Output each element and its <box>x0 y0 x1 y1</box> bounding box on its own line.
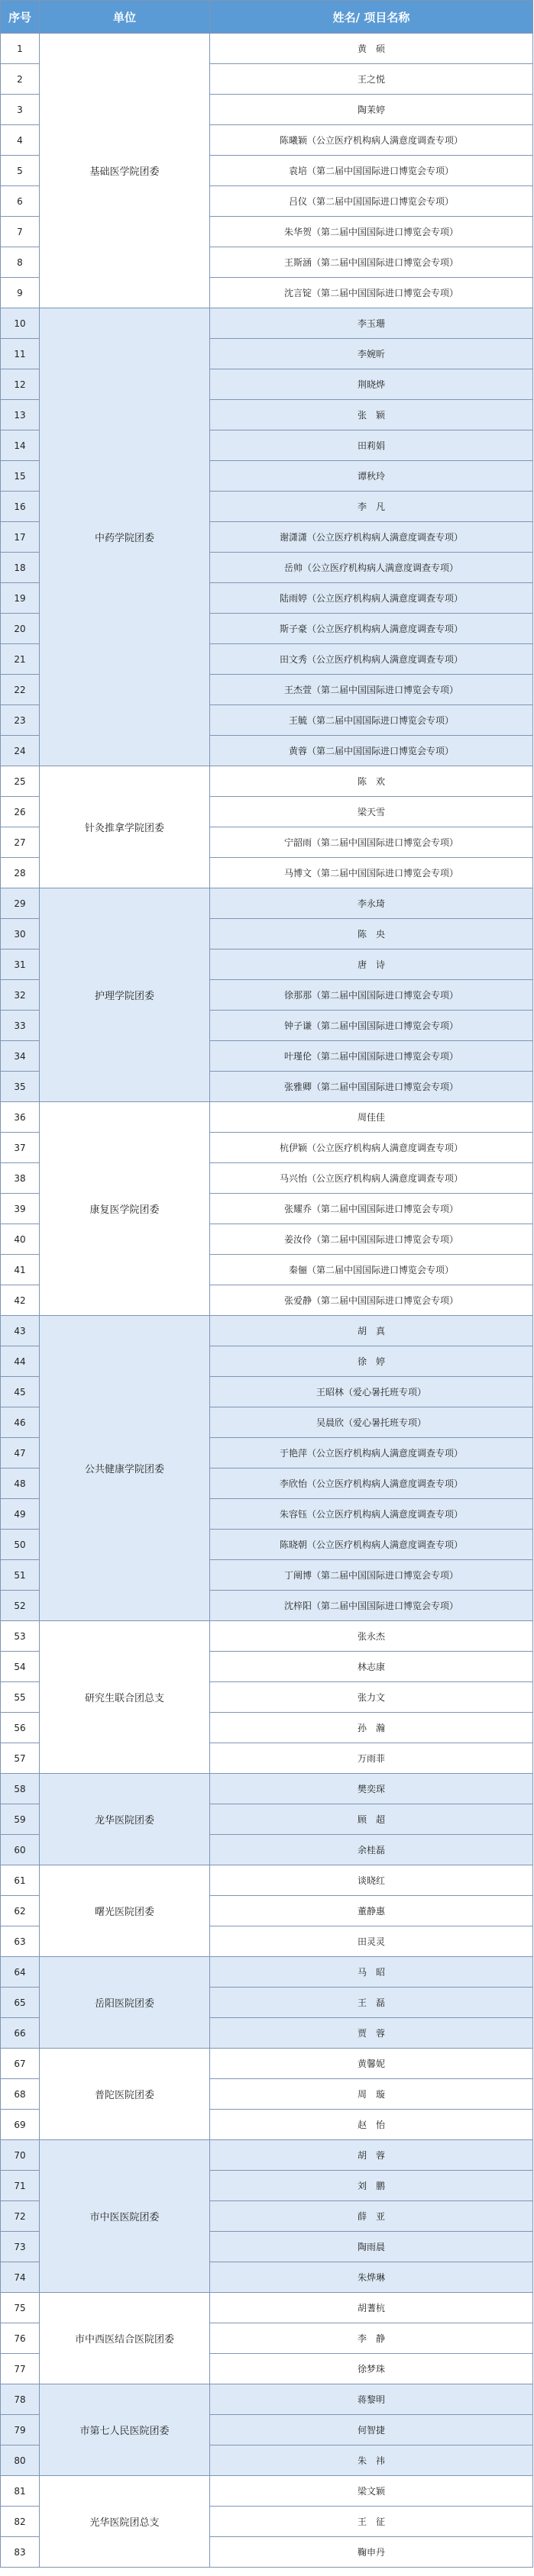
unit-cell: 康复医学院团委 <box>40 1102 210 1316</box>
name-cell: 陶雨晨 <box>210 2232 533 2262</box>
name-cell: 张 颖 <box>210 400 533 430</box>
serial-number-cell: 83 <box>1 2537 40 2568</box>
unit-cell: 市中西医结合医院团委 <box>40 2293 210 2384</box>
serial-number-cell: 8 <box>1 247 40 278</box>
serial-number-cell: 80 <box>1 2445 40 2476</box>
header-unit: 单位 <box>40 1 210 34</box>
serial-number-cell: 25 <box>1 766 40 797</box>
name-cell: 王毓（第二届中国国际进口博览会专项） <box>210 705 533 736</box>
name-cell: 黄蓉（第二届中国国际进口博览会专项） <box>210 736 533 766</box>
name-cell: 李永琦 <box>210 888 533 919</box>
table-body <box>1 34 533 2568</box>
name-cell: 陆雨婷（公立医疗机构病人满意度调查专项） <box>210 583 533 614</box>
header-name-project: 姓名/ 项目名称 <box>210 1 533 34</box>
header-serial-number: 序号 <box>1 1 40 34</box>
table-row <box>1 2293 533 2323</box>
serial-number-cell: 69 <box>1 2110 40 2140</box>
name-cell: 吴晨欣（爱心暑托班专项） <box>210 1407 533 1438</box>
name-cell: 樊奕琛 <box>210 1774 533 1804</box>
serial-number-cell: 34 <box>1 1041 40 1072</box>
name-cell: 黄 硕 <box>210 34 533 64</box>
name-cell: 袁培（第二届中国国际进口博览会专项） <box>210 156 533 186</box>
serial-number-cell: 64 <box>1 1957 40 1988</box>
table-row <box>1 1102 533 1133</box>
name-cell: 何智捷 <box>210 2415 533 2445</box>
table-row <box>1 1957 533 1988</box>
table-row <box>1 1865 533 1896</box>
serial-number-cell: 70 <box>1 2140 40 2171</box>
serial-number-cell: 26 <box>1 797 40 827</box>
serial-number-cell: 61 <box>1 1865 40 1896</box>
serial-number-cell: 22 <box>1 675 40 705</box>
name-cell: 蒋黎明 <box>210 2384 533 2415</box>
serial-number-cell: 27 <box>1 827 40 858</box>
name-cell: 张力文 <box>210 1682 533 1713</box>
serial-number-cell: 43 <box>1 1316 40 1346</box>
unit-cell: 针灸推拿学院团委 <box>40 766 210 888</box>
name-cell: 贾 蓉 <box>210 2018 533 2049</box>
serial-number-cell: 78 <box>1 2384 40 2415</box>
name-cell: 徐那那（第二届中国国际进口博览会专项） <box>210 980 533 1011</box>
serial-number-cell: 67 <box>1 2049 40 2079</box>
name-cell: 宁韶雨（第二届中国国际进口博览会专项） <box>210 827 533 858</box>
name-cell: 荆晓烨 <box>210 369 533 400</box>
table-header-row <box>1 1 533 34</box>
serial-number-cell: 14 <box>1 430 40 461</box>
name-cell: 谢潇潇（公立医疗机构病人满意度调查专项） <box>210 522 533 553</box>
name-cell: 马兴怡（公立医疗机构病人满意度调查专项） <box>210 1163 533 1194</box>
name-cell: 张耀乔（第二届中国国际进口博览会专项） <box>210 1194 533 1224</box>
serial-number-cell: 12 <box>1 369 40 400</box>
name-cell: 丁阐博（第二届中国国际进口博览会专项） <box>210 1560 533 1591</box>
name-cell: 胡蓍杭 <box>210 2293 533 2323</box>
serial-number-cell: 53 <box>1 1621 40 1652</box>
name-cell: 王 征 <box>210 2507 533 2537</box>
serial-number-cell: 33 <box>1 1011 40 1041</box>
serial-number-cell: 23 <box>1 705 40 736</box>
serial-number-cell: 60 <box>1 1835 40 1865</box>
serial-number-cell: 28 <box>1 858 40 888</box>
name-cell: 谭秋玲 <box>210 461 533 492</box>
name-cell: 王 磊 <box>210 1988 533 2018</box>
serial-number-cell: 24 <box>1 736 40 766</box>
name-cell: 马 昭 <box>210 1957 533 1988</box>
name-cell: 田灵灵 <box>210 1926 533 1957</box>
serial-number-cell: 36 <box>1 1102 40 1133</box>
serial-number-cell: 57 <box>1 1743 40 1774</box>
name-cell: 田莉娟 <box>210 430 533 461</box>
name-cell: 朱容钰（公立医疗机构病人满意度调查专项） <box>210 1499 533 1530</box>
name-cell: 董静惠 <box>210 1896 533 1926</box>
serial-number-cell: 55 <box>1 1682 40 1713</box>
table-row <box>1 1774 533 1804</box>
serial-number-cell: 52 <box>1 1591 40 1621</box>
name-cell: 陈 央 <box>210 919 533 949</box>
name-cell: 唐 诗 <box>210 949 533 980</box>
name-cell: 陶茉婷 <box>210 95 533 125</box>
name-cell: 薛 亚 <box>210 2201 533 2232</box>
unit-cell: 市第七人民医院团委 <box>40 2384 210 2476</box>
serial-number-cell: 4 <box>1 125 40 156</box>
serial-number-cell: 49 <box>1 1499 40 1530</box>
unit-cell: 公共健康学院团委 <box>40 1316 210 1621</box>
name-cell: 叶瑾伦（第二届中国国际进口博览会专项） <box>210 1041 533 1072</box>
unit-cell: 普陀医院团委 <box>40 2049 210 2140</box>
name-cell: 张雅卿（第二届中国国际进口博览会专项） <box>210 1072 533 1102</box>
table-row <box>1 34 533 64</box>
serial-number-cell: 76 <box>1 2323 40 2354</box>
serial-number-cell: 32 <box>1 980 40 1011</box>
unit-cell: 研究生联合团总支 <box>40 1621 210 1774</box>
name-cell: 万雨菲 <box>210 1743 533 1774</box>
serial-number-cell: 51 <box>1 1560 40 1591</box>
name-cell: 于艳萍（公立医疗机构病人满意度调查专项） <box>210 1438 533 1469</box>
name-cell: 李欣怡（公立医疗机构病人满意度调查专项） <box>210 1469 533 1499</box>
name-cell: 鞠申丹 <box>210 2537 533 2568</box>
name-cell: 张爱静（第二届中国国际进口博览会专项） <box>210 1285 533 1316</box>
name-cell: 杭伊颖（公立医疗机构病人满意度调查专项） <box>210 1133 533 1163</box>
unit-cell: 光华医院团总支 <box>40 2476 210 2568</box>
serial-number-cell: 2 <box>1 64 40 95</box>
name-cell: 顾 超 <box>210 1804 533 1835</box>
serial-number-cell: 72 <box>1 2201 40 2232</box>
serial-number-cell: 59 <box>1 1804 40 1835</box>
serial-number-cell: 37 <box>1 1133 40 1163</box>
serial-number-cell: 58 <box>1 1774 40 1804</box>
name-cell: 田文秀（公立医疗机构病人满意度调查专项） <box>210 644 533 675</box>
name-cell: 秦俪（第二届中国国际进口博览会专项） <box>210 1255 533 1285</box>
serial-number-cell: 48 <box>1 1469 40 1499</box>
name-cell: 朱华贺（第二届中国国际进口博览会专项） <box>210 217 533 247</box>
serial-number-cell: 66 <box>1 2018 40 2049</box>
serial-number-cell: 42 <box>1 1285 40 1316</box>
serial-number-cell: 17 <box>1 522 40 553</box>
name-cell: 李 凡 <box>210 492 533 522</box>
serial-number-cell: 13 <box>1 400 40 430</box>
table-row <box>1 2140 533 2171</box>
table-row <box>1 766 533 797</box>
serial-number-cell: 29 <box>1 888 40 919</box>
name-cell: 陈 欢 <box>210 766 533 797</box>
unit-cell: 市中医医院团委 <box>40 2140 210 2293</box>
serial-number-cell: 16 <box>1 492 40 522</box>
name-cell: 徐梦珠 <box>210 2354 533 2384</box>
name-cell: 周 璇 <box>210 2079 533 2110</box>
name-cell: 沈梓阳（第二届中国国际进口博览会专项） <box>210 1591 533 1621</box>
serial-number-cell: 9 <box>1 278 40 308</box>
table-row <box>1 888 533 919</box>
name-cell: 徐 婷 <box>210 1346 533 1377</box>
name-cell: 李 静 <box>210 2323 533 2354</box>
name-cell: 王之悦 <box>210 64 533 95</box>
serial-number-cell: 41 <box>1 1255 40 1285</box>
serial-number-cell: 3 <box>1 95 40 125</box>
table-row <box>1 2049 533 2079</box>
table-row <box>1 308 533 339</box>
name-cell: 钟子谦（第二届中国国际进口博览会专项） <box>210 1011 533 1041</box>
name-cell: 周佳佳 <box>210 1102 533 1133</box>
unit-cell: 基础医学院团委 <box>40 34 210 308</box>
serial-number-cell: 71 <box>1 2171 40 2201</box>
serial-number-cell: 54 <box>1 1652 40 1682</box>
serial-number-cell: 10 <box>1 308 40 339</box>
serial-number-cell: 1 <box>1 34 40 64</box>
serial-number-cell: 35 <box>1 1072 40 1102</box>
name-cell: 孙 瀚 <box>210 1713 533 1743</box>
serial-number-cell: 6 <box>1 186 40 217</box>
name-cell: 梁文颖 <box>210 2476 533 2507</box>
serial-number-cell: 74 <box>1 2262 40 2293</box>
serial-number-cell: 45 <box>1 1377 40 1407</box>
name-cell: 陈曦颖（公立医疗机构病人满意度调查专项） <box>210 125 533 156</box>
serial-number-cell: 73 <box>1 2232 40 2262</box>
serial-number-cell: 40 <box>1 1224 40 1255</box>
table-row <box>1 2476 533 2507</box>
name-cell: 朱烨琳 <box>210 2262 533 2293</box>
name-cell: 陈晓朝（公立医疗机构病人满意度调查专项） <box>210 1530 533 1560</box>
serial-number-cell: 5 <box>1 156 40 186</box>
serial-number-cell: 47 <box>1 1438 40 1469</box>
serial-number-cell: 11 <box>1 339 40 369</box>
table-row <box>1 1316 533 1346</box>
serial-number-cell: 39 <box>1 1194 40 1224</box>
name-cell: 王斯涵（第二届中国国际进口博览会专项） <box>210 247 533 278</box>
name-cell: 马博文（第二届中国国际进口博览会专项） <box>210 858 533 888</box>
serial-number-cell: 20 <box>1 614 40 644</box>
name-cell: 姜汝伶（第二届中国国际进口博览会专项） <box>210 1224 533 1255</box>
serial-number-cell: 82 <box>1 2507 40 2537</box>
name-cell: 谈晓红 <box>210 1865 533 1896</box>
serial-number-cell: 63 <box>1 1926 40 1957</box>
serial-number-cell: 44 <box>1 1346 40 1377</box>
name-cell: 李玉珊 <box>210 308 533 339</box>
name-cell: 吕仪（第二届中国国际进口博览会专项） <box>210 186 533 217</box>
name-cell: 岳帅（公立医疗机构病人满意度调查专项） <box>210 553 533 583</box>
name-cell: 王昭林（爱心暑托班专项） <box>210 1377 533 1407</box>
serial-number-cell: 50 <box>1 1530 40 1560</box>
name-cell: 李婉昕 <box>210 339 533 369</box>
name-cell: 斯子豪（公立医疗机构病人满意度调查专项） <box>210 614 533 644</box>
serial-number-cell: 30 <box>1 919 40 949</box>
unit-cell: 龙华医院团委 <box>40 1774 210 1865</box>
serial-number-cell: 77 <box>1 2354 40 2384</box>
serial-number-cell: 18 <box>1 553 40 583</box>
serial-number-cell: 56 <box>1 1713 40 1743</box>
serial-number-cell: 7 <box>1 217 40 247</box>
name-cell: 王杰萱（第二届中国国际进口博览会专项） <box>210 675 533 705</box>
name-cell: 胡 真 <box>210 1316 533 1346</box>
serial-number-cell: 46 <box>1 1407 40 1438</box>
serial-number-cell: 81 <box>1 2476 40 2507</box>
name-cell: 赵 怡 <box>210 2110 533 2140</box>
unit-cell: 岳阳医院团委 <box>40 1957 210 2049</box>
name-cell: 张永杰 <box>210 1621 533 1652</box>
table-row <box>1 2384 533 2415</box>
name-cell: 林志康 <box>210 1652 533 1682</box>
serial-number-cell: 15 <box>1 461 40 492</box>
serial-number-cell: 62 <box>1 1896 40 1926</box>
serial-number-cell: 65 <box>1 1988 40 2018</box>
unit-cell: 中药学院团委 <box>40 308 210 766</box>
serial-number-cell: 79 <box>1 2415 40 2445</box>
unit-cell: 曙光医院团委 <box>40 1865 210 1957</box>
serial-number-cell: 38 <box>1 1163 40 1194</box>
serial-number-cell: 31 <box>1 949 40 980</box>
name-cell: 刘 鹏 <box>210 2171 533 2201</box>
serial-number-cell: 21 <box>1 644 40 675</box>
table-row <box>1 1621 533 1652</box>
name-cell: 胡 蓉 <box>210 2140 533 2171</box>
serial-number-cell: 68 <box>1 2079 40 2110</box>
name-cell: 黄馨妮 <box>210 2049 533 2079</box>
name-cell: 梁天雪 <box>210 797 533 827</box>
name-cell: 余桂磊 <box>210 1835 533 1865</box>
name-cell: 朱 祎 <box>210 2445 533 2476</box>
unit-cell: 护理学院团委 <box>40 888 210 1102</box>
serial-number-cell: 75 <box>1 2293 40 2323</box>
name-cell: 沈言锭（第二届中国国际进口博览会专项） <box>210 278 533 308</box>
serial-number-cell: 19 <box>1 583 40 614</box>
